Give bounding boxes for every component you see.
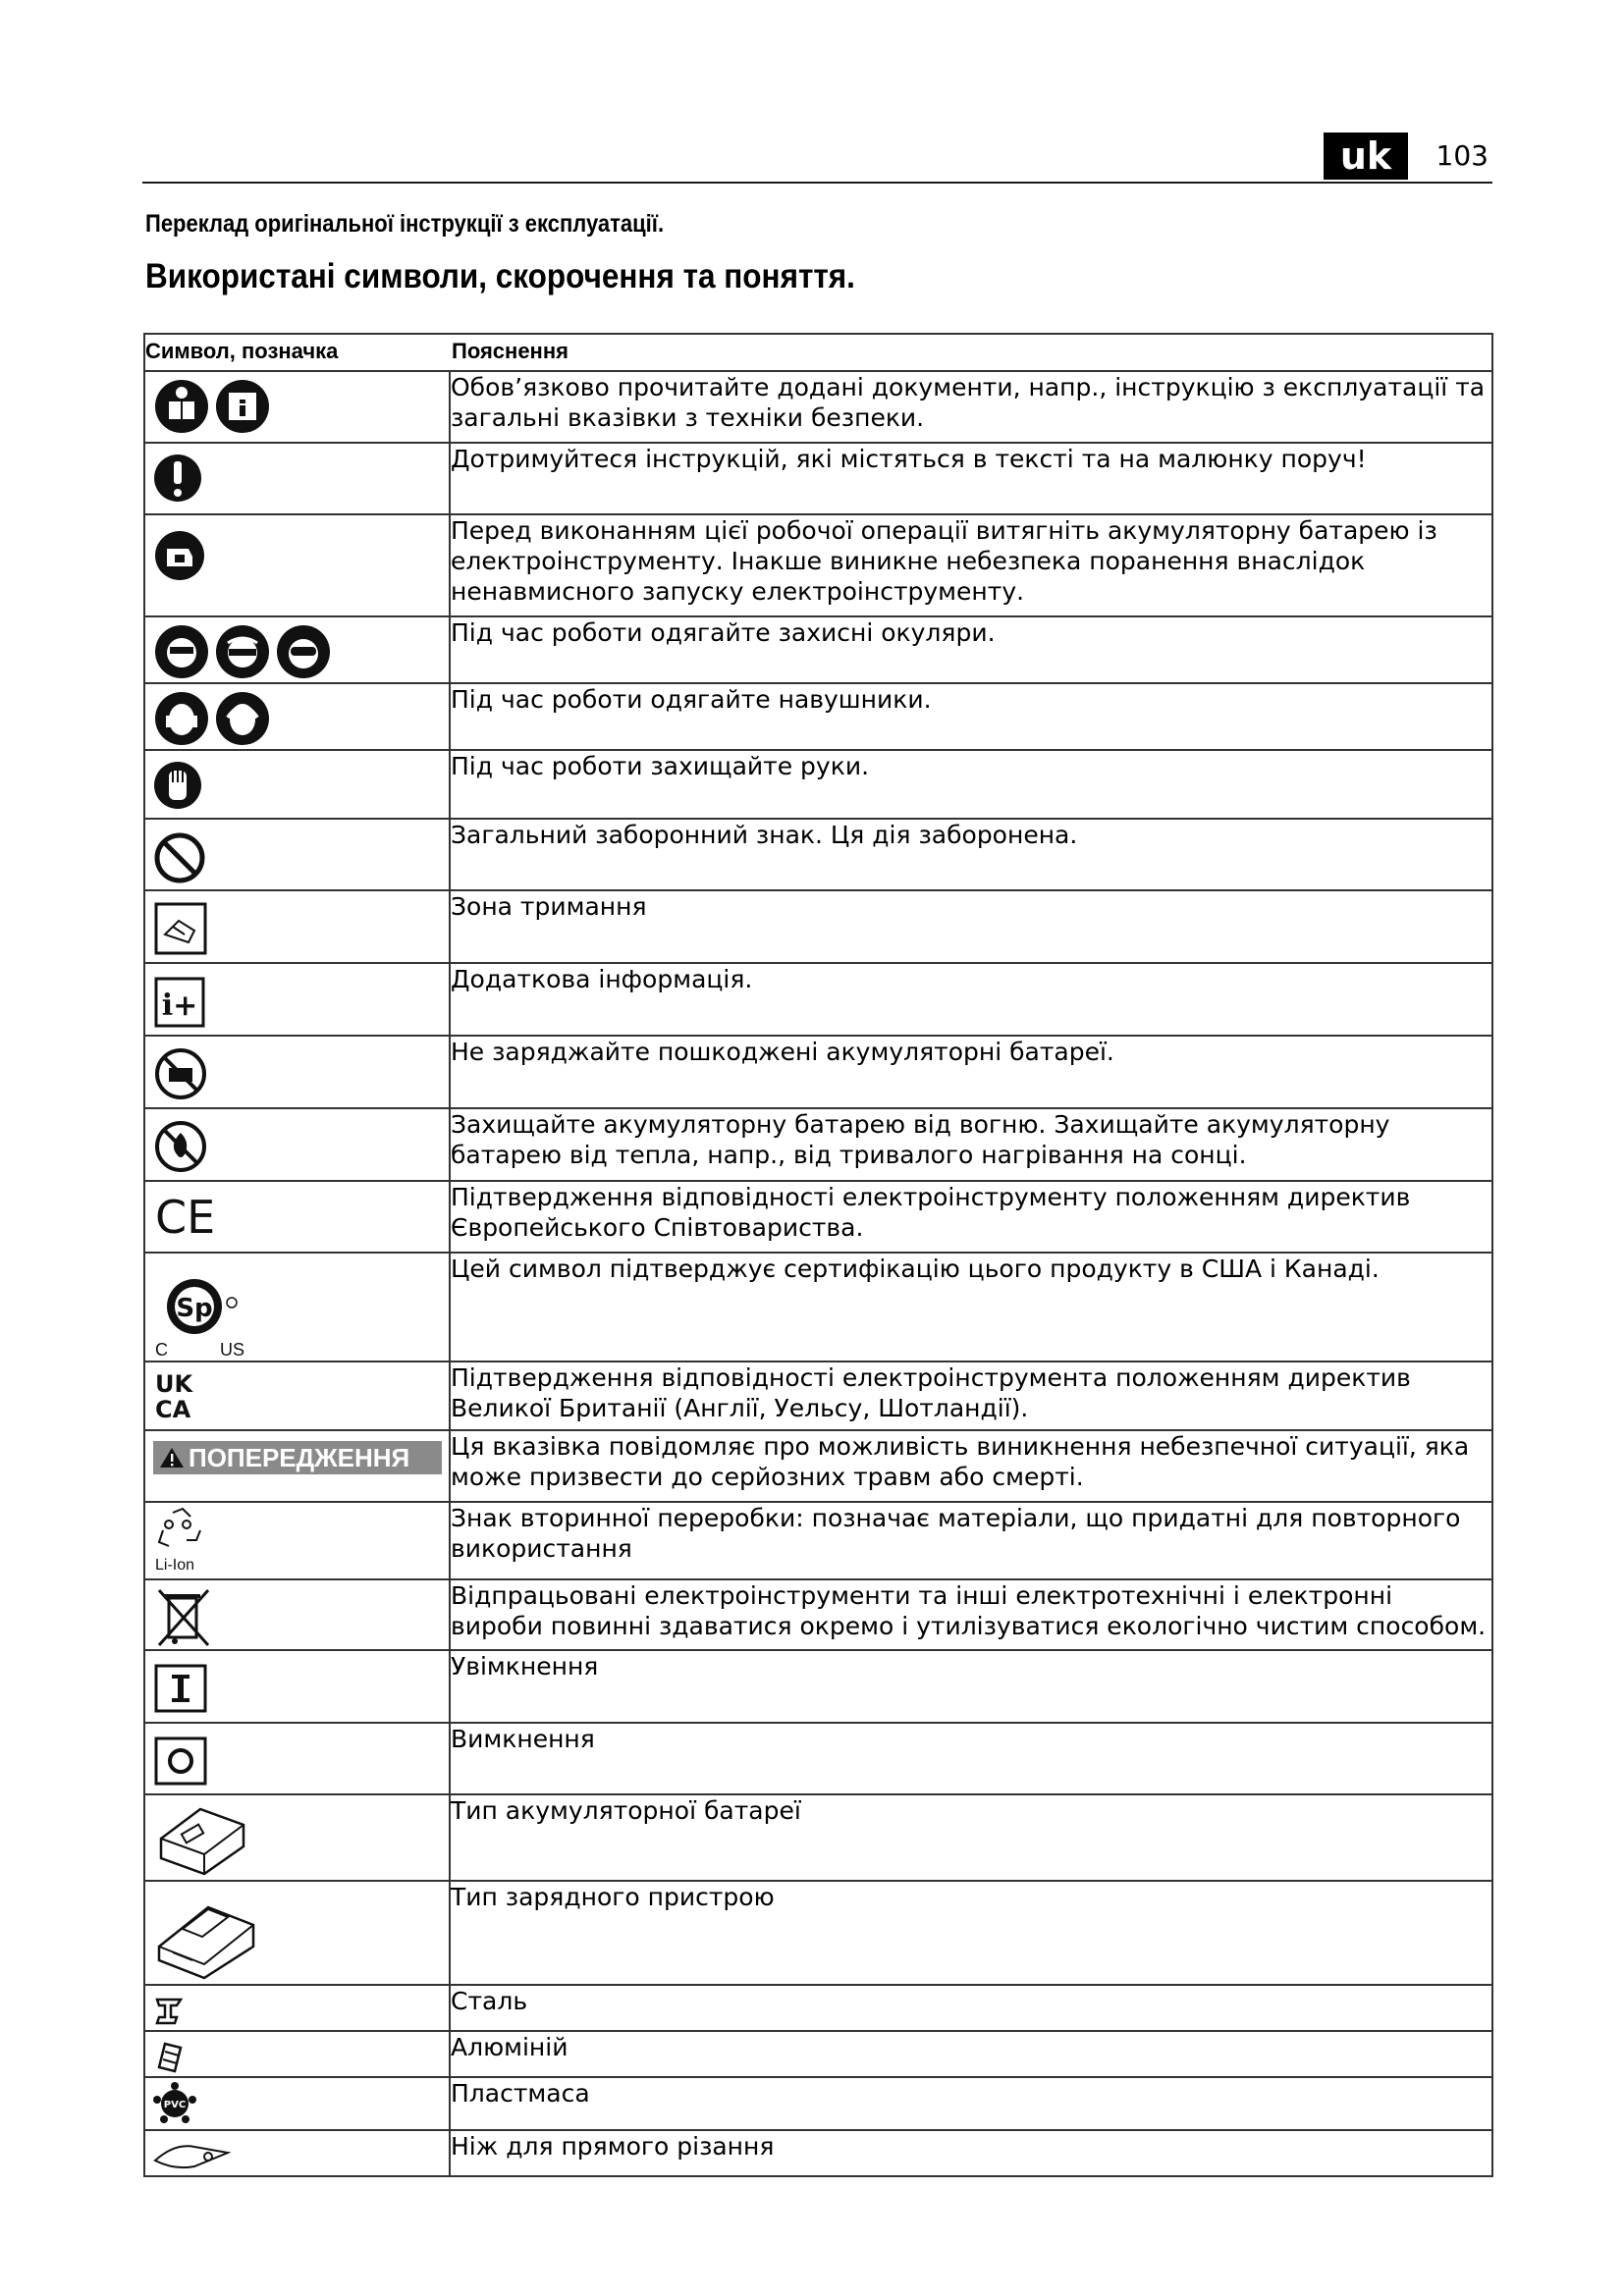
ce-mark-icon	[153, 1192, 224, 1239]
table-row	[144, 1650, 1492, 1723]
row-text: Під час роботи захищайте руки.	[450, 750, 1492, 819]
weee-bin-icon	[153, 1586, 214, 1649]
no-damaged-battery-charge-icon	[153, 1046, 208, 1101]
svg-text:UK: UK	[155, 1370, 193, 1398]
table-row	[144, 963, 1492, 1036]
svg-text:C: C	[155, 1340, 168, 1358]
exclamation-icon	[153, 450, 202, 507]
language-badge: uk	[1324, 133, 1408, 180]
power-off-icon	[153, 1735, 208, 1787]
battery-pack-icon	[153, 1803, 251, 1876]
table-row	[144, 1036, 1492, 1108]
table-row	[144, 1723, 1492, 1794]
battery-fire-icon	[153, 1119, 208, 1174]
warning-banner	[153, 1441, 442, 1474]
row-text: Знак вторинної переробки: позначає матеріали, що придатні для повторного використання	[450, 1502, 1492, 1579]
document-subtitle: Переклад оригінальної інструкції з експлуатації.	[145, 210, 665, 238]
row-text: Під час роботи одягайте навушники.	[450, 683, 1492, 750]
svg-text:Li-Ion: Li-Ion	[155, 1557, 195, 1574]
table-row	[144, 1430, 1492, 1502]
row-text: Дотримуйтеся інструкцій, які містяться в тексті та на малюнку поруч!	[450, 443, 1492, 514]
warning-banner-label: ПОПЕРЕДЖЕННЯ	[189, 1443, 410, 1472]
table-row	[144, 683, 1492, 750]
svg-text:US: US	[220, 1340, 245, 1358]
table-row	[144, 2077, 1492, 2130]
plastic-icon	[153, 2082, 196, 2125]
table-row	[144, 1108, 1492, 1181]
row-text: Підтвердження відповідності електроінструмента положенням директив Великої Британії (Англії, Уельсу, Шотландії).	[450, 1362, 1492, 1430]
charger-icon	[153, 1892, 257, 1980]
ukca-mark-icon	[153, 1368, 202, 1419]
aluminium-icon	[153, 2038, 187, 2073]
table-header-row	[144, 334, 1492, 371]
row-text: Пластмаса	[450, 2077, 1492, 2130]
row-text: Підтвердження відповідності електроінструменту положенням директив Європейського Співтовариства.	[450, 1181, 1492, 1253]
table-row	[144, 1502, 1492, 1579]
row-text: Алюміній	[450, 2031, 1492, 2077]
warning-triangle-icon	[159, 1446, 185, 1469]
read-manual-icon	[153, 378, 210, 435]
row-text: Тип акумуляторної батареї	[450, 1794, 1492, 1881]
svg-text:i+: i+	[161, 988, 198, 1023]
info-plus-icon	[153, 976, 206, 1029]
table-row	[144, 371, 1492, 443]
row-text: Додаткова інформація.	[450, 963, 1492, 1036]
svg-text:CA: CA	[155, 1396, 191, 1419]
table-header-symbol: Символ, позначка	[144, 334, 450, 371]
power-on-icon	[153, 1663, 208, 1714]
symbols-table	[143, 333, 1493, 2177]
row-text: Цей символ підтверджує сертифікацію цього продукту в США і Канаді.	[450, 1253, 1492, 1362]
row-text: Зона тримання	[450, 890, 1492, 963]
row-text: Сталь	[450, 1985, 1492, 2031]
table-row	[144, 890, 1492, 963]
recycle-li-ion-icon	[153, 1507, 212, 1575]
csa-mark-icon	[153, 1269, 261, 1358]
table-row	[144, 2130, 1492, 2176]
table-row	[144, 1794, 1492, 1881]
svg-text:CE: CE	[155, 1192, 216, 1239]
gloves-icon	[153, 757, 202, 814]
row-text: Вимкнення	[450, 1723, 1492, 1794]
row-text: Загальний заборонний знак. Ця дія заборонена.	[450, 819, 1492, 890]
svg-text:PVC: PVC	[163, 2100, 187, 2110]
row-text: Увімкнення	[450, 1650, 1492, 1723]
row-text: Обов’язково прочитайте додані документи, напр., інструкцію з експлуатації та загальні вказівки з техніки безпеки.	[450, 371, 1492, 443]
safety-glasses-icon	[214, 623, 271, 680]
page-number: 103	[1435, 139, 1489, 172]
steel-icon	[153, 1994, 187, 2027]
svg-text:Sp: Sp	[176, 1294, 213, 1323]
table-row	[144, 1181, 1492, 1253]
table-row	[144, 1253, 1492, 1362]
table-row	[144, 2031, 1492, 2077]
row-text: Під час роботи одягайте захисні окуляри.	[450, 616, 1492, 683]
ear-muffs-icon	[214, 690, 271, 747]
grip-zone-icon	[153, 901, 208, 956]
table-row	[144, 1362, 1492, 1430]
row-text: Ніж для прямого різання	[450, 2130, 1492, 2176]
remove-battery-icon	[153, 529, 206, 582]
row-text: Не заряджайте пошкоджені акумуляторні батареї.	[450, 1036, 1492, 1108]
face-shield-icon	[153, 623, 210, 680]
table-row	[144, 443, 1492, 514]
table-row	[144, 514, 1492, 616]
table-header-explanation: Пояснення	[450, 334, 1492, 371]
table-row	[144, 819, 1492, 890]
table-row	[144, 1579, 1492, 1650]
row-text: Захищайте акумуляторну батарею від вогню. Захищайте акумуляторну батарею від тепла, напр., від тривалого нагрівання на сонці.	[450, 1108, 1492, 1181]
row-text: Ця вказівка повідомляє про можливість виникнення небезпечної ситуації, яка може призвести до серйозних травм або смерті.	[450, 1430, 1492, 1502]
table-row	[144, 750, 1492, 819]
page-title: Використані символи, скорочення та поняття.	[145, 257, 855, 295]
table-row	[144, 1881, 1492, 1985]
row-text: Тип зарядного пристрою	[450, 1881, 1492, 1985]
straight-blade-icon	[153, 2139, 232, 2170]
row-text: Відпрацьовані електроінструменти та інші електротехнічні і електронні вироби повинні здаватися окремо і утилізуватися екологічно чистим способом.	[450, 1579, 1492, 1650]
table-row	[144, 616, 1492, 683]
manual-info-icon	[214, 378, 271, 435]
prohibited-icon	[153, 831, 206, 884]
table-row	[144, 1985, 1492, 2031]
goggles-icon	[275, 623, 332, 680]
page-header	[142, 133, 1492, 184]
row-text: Перед виконанням цієї робочої операції витягніть акумуляторну батарею із електроінструменту. Інакше виникне небезпека поранення внаслідок ненавмисного запуску електроінструменту.	[450, 514, 1492, 616]
ear-protection-icon	[153, 690, 210, 747]
